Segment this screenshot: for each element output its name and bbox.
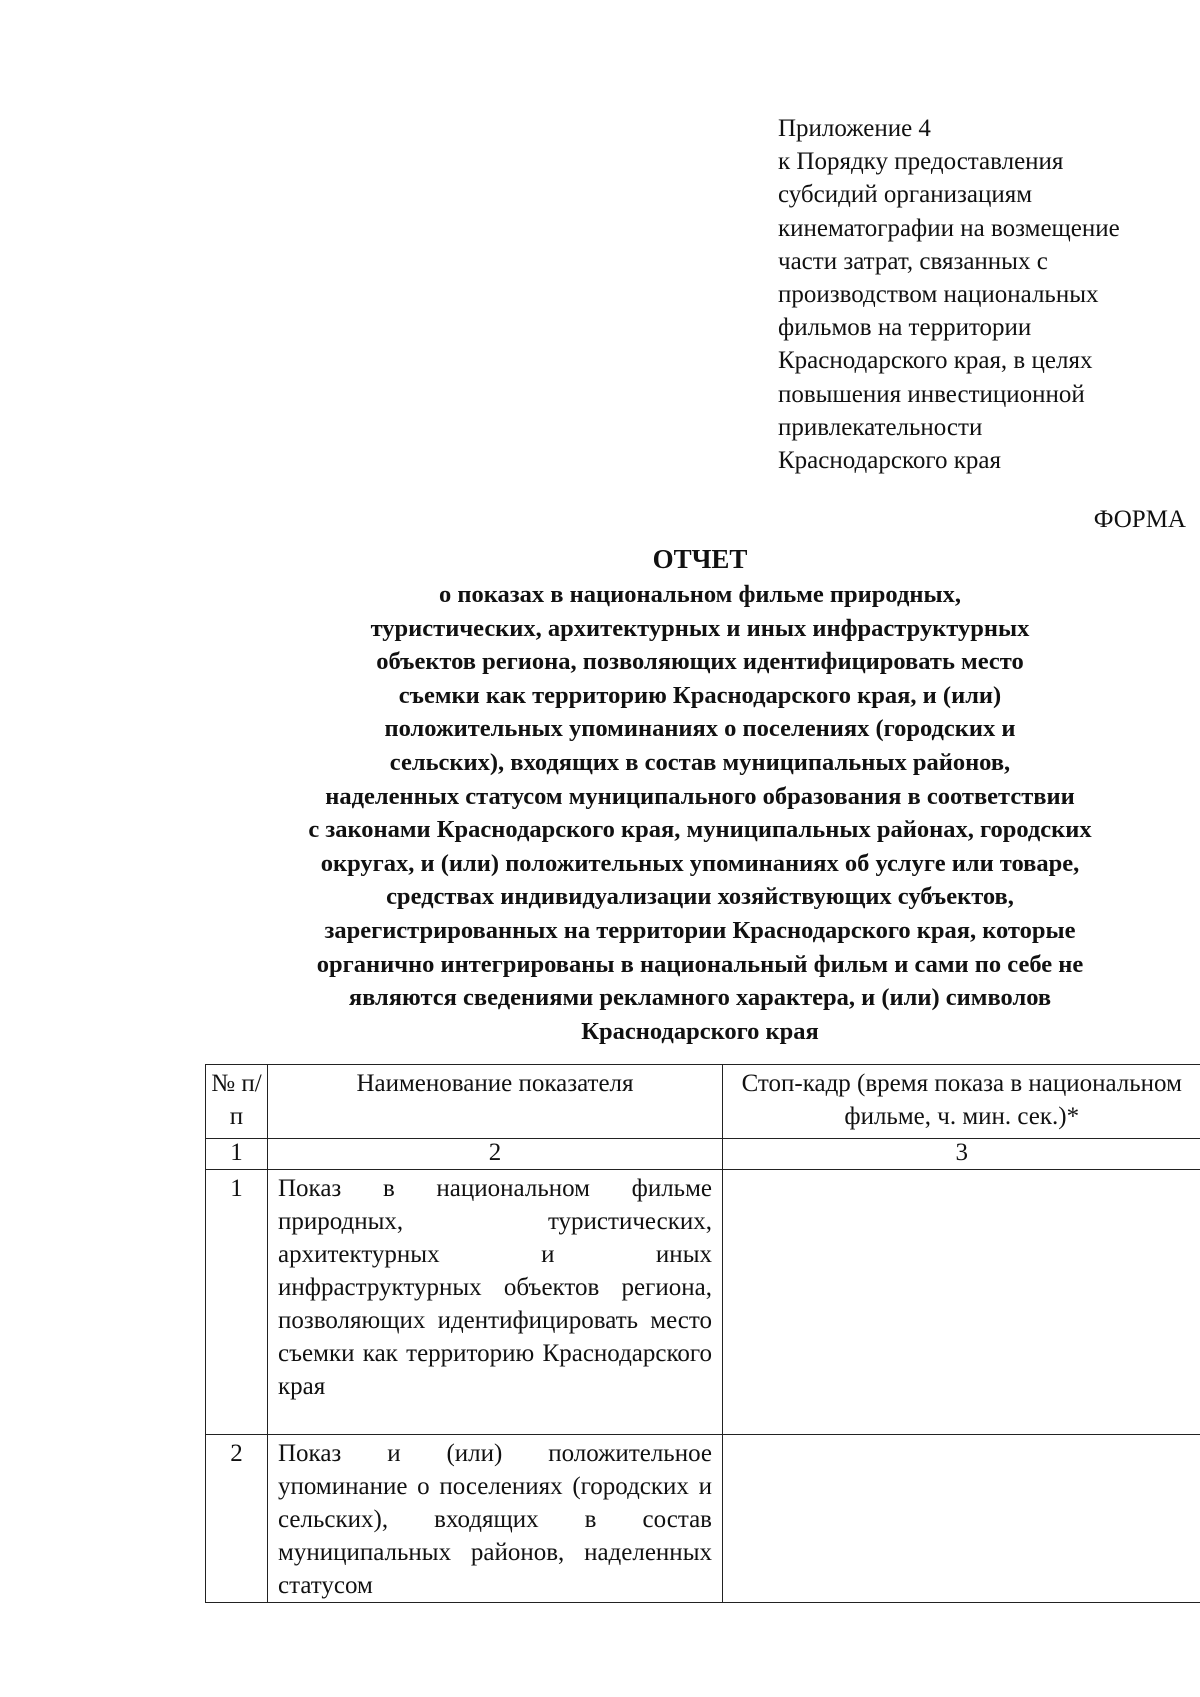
row-stop-frame-cell — [723, 1170, 1200, 1435]
subtitle-line: зарегистрированных на территории Краснодарского края, которые — [324, 916, 1076, 944]
appendix-line: производством национальных — [778, 281, 1099, 309]
row-number: 2 — [230, 1440, 243, 1467]
report-title: ОТЧЕТ — [652, 544, 748, 574]
header-number-text: № п/п — [211, 1070, 262, 1130]
header-stop-frame — [723, 1065, 1200, 1139]
column-number: 2 — [268, 1139, 723, 1170]
appendix-line: субсидий организациям — [778, 181, 1033, 209]
subtitle-line: объектов региона, позволяющих идентифицировать место — [376, 648, 1024, 676]
row-stop-frame-cell — [723, 1435, 1200, 1603]
appendix-line: части затрат, связанных с — [778, 247, 1048, 275]
appendix-line: Краснодарского края, в целях — [778, 347, 1093, 375]
subtitle-line: округах, и (или) положительных упоминаниях об услуге или товаре, — [320, 849, 1080, 877]
row-indicator: Показ в национальном фильме природных, туристических, архитектурных и иных инфраструктурных объектов региона, позволяющих идентифицировать место съемки как территорию Краснодарского края — [278, 1175, 712, 1400]
header-indicator — [268, 1065, 723, 1139]
header-number — [206, 1065, 268, 1139]
row-number-cell — [206, 1170, 268, 1435]
appendix-line: Краснодарского края — [778, 447, 1001, 475]
table-row — [206, 1170, 1200, 1435]
column-numbers-row — [206, 1139, 1200, 1170]
subtitle-line: о показах в национальном фильме природных, — [439, 581, 961, 608]
row-number-cell — [206, 1435, 268, 1603]
subtitle-line: средствах индивидуализации хозяйствующих субъектов, — [386, 883, 1014, 911]
header-stop-frame-text: Стоп-кадр (время показа в национальном фильме, ч. мин. сек.)* — [741, 1070, 1182, 1130]
row-number: 1 — [230, 1175, 243, 1202]
subtitle-line: являются сведениями рекламного характера, и (или) символов — [348, 984, 1052, 1012]
appendix-line: повышения инвестиционной — [778, 380, 1085, 408]
forma-label: ФОРМА — [1093, 506, 1186, 533]
column-number: 3 — [723, 1139, 1200, 1170]
subtitle-line: съемки как территорию Краснодарского края, и (или) — [398, 681, 1002, 709]
appendix-block — [778, 112, 1178, 477]
report-table — [205, 1064, 1200, 1603]
column-number: 1 — [206, 1139, 268, 1170]
subtitle-line: сельских), входящих в состав муниципальных районов, — [389, 748, 1011, 776]
subtitle-line: органично интегрированы в национальный фильм и сами по себе не — [316, 950, 1084, 978]
subtitle-line: Краснодарского края — [581, 1017, 819, 1045]
row-indicator-cell — [268, 1170, 723, 1435]
subtitle-line: наделенных статусом муниципального образования в соответствии — [325, 782, 1075, 810]
header-indicator-text: Наименование показателя — [356, 1070, 634, 1097]
appendix-line: Приложение 4 — [778, 115, 931, 142]
subtitle-line: положительных упоминаниях о поселениях (городских и — [384, 715, 1016, 743]
report-subtitle — [205, 578, 1195, 1048]
appendix-line: к Порядку предоставления — [778, 148, 1064, 176]
appendix-line: фильмов на территории — [778, 314, 1032, 342]
row-indicator-cell — [268, 1435, 723, 1603]
subtitle-line: туристических, архитектурных и иных инфраструктурных — [370, 614, 1030, 642]
appendix-line: привлекательности — [778, 413, 983, 441]
table-header-row — [206, 1065, 1200, 1139]
table-row — [206, 1435, 1200, 1603]
subtitle-line: с законами Краснодарского края, муниципальных районах, городских — [308, 816, 1092, 844]
row-indicator: Показ и (или) положительное упоминание о поселениях (городских и сельских), входящих в состав муниципальных районов, наделенных статусом — [278, 1440, 712, 1599]
appendix-line: кинематографии на возмещение — [778, 214, 1120, 242]
